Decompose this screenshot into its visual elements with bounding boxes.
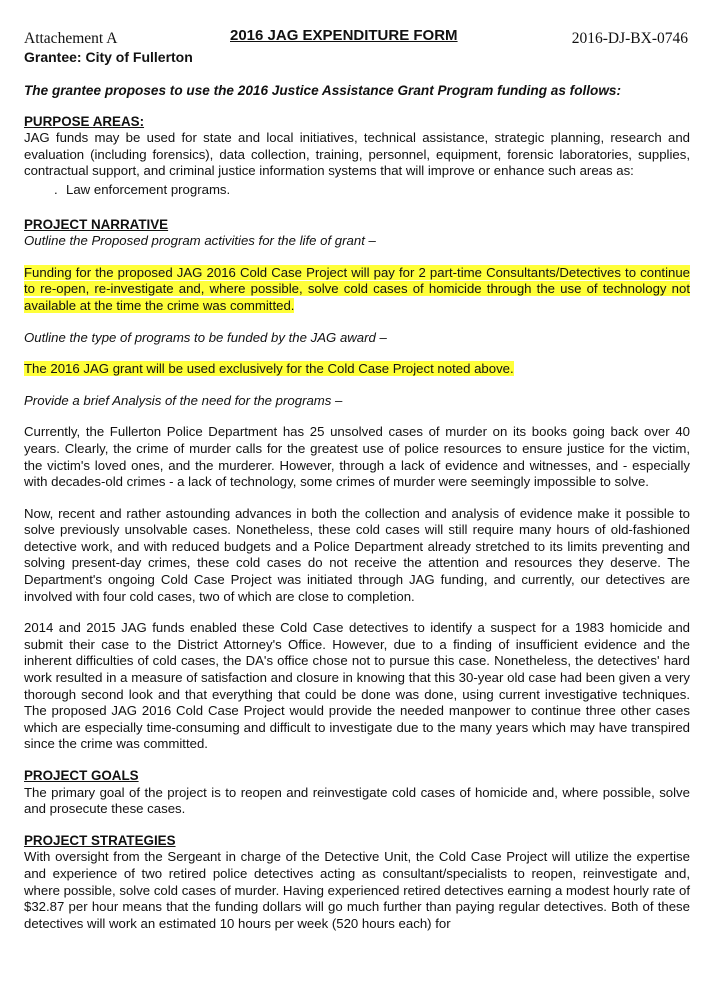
analysis-paragraph-2: Now, recent and rather astounding advances in both the collection and analysis of evidence make it possible to solve previously unsolvable cases. Nonetheless, these cold cases will still require many hours of old-fashioned detective work, and with reduced budgets and a Police Department already stretched to its limits preventing and solving present-day crimes, these cold cases do not receive the attention and resources they deserve. The Department's ongoing Cold Case Project was initiated through JAG funding, and currently, our detectives are involved with four cold cases, two of which are close to completion. bbox=[24, 505, 690, 604]
bullet-mark: . bbox=[54, 181, 58, 197]
highlight-answer-activities: Funding for the proposed JAG 2016 Cold Case Project will pay for 2 part-time Consultants/Detectives to continue to re-open, re-investigate and, where possible, solve cold cases of homicide through the use of technology not available at the time the crime was committed. bbox=[24, 264, 690, 313]
project-goals-heading: PROJECT GOALS bbox=[24, 768, 139, 783]
project-goals-text: The primary goal of the project is to reopen and reinvestigate cold cases of homicide and, where possible, solve and prosecute these cases. bbox=[24, 784, 690, 817]
analysis-paragraph-3: 2014 and 2015 JAG funds enabled these Cold Case detectives to identify a suspect for a 1983 homicide and submit their case to the District Attorney's Office. However, due to a finding of insufficient evidence and the inherent difficulties of cold cases, the DA's office chose not to pursue this case. Nonetheless, the detectives' hard work resulted in a measure of satisfaction and closure in knowing that this 30-year old case had been given a very thorough second look and that everything that could be done was done, using current investigative techniques. The proposed JAG 2016 Cold Case Project would provide the needed manpower to continue three other cases which are especially time-consuming and difficult to investigate due to the many years which may have transpired since the crime was committed. bbox=[24, 620, 690, 752]
bullet-text: Law enforcement programs. bbox=[66, 181, 231, 197]
purpose-areas-heading: PURPOSE AREAS: bbox=[24, 113, 145, 129]
narrative-prompt-activities: Outline the Proposed program activities for the life of grant – bbox=[24, 233, 376, 249]
analysis-paragraph-1: Currently, the Fullerton Police Department has 25 unsolved cases of murder on its books going back over 40 years. Clearly, the crime of murder calls for the greatest use of police resources to ensure justice for the victim, the victim's loved ones, and the murderer. However, through a lack of evidence and witnesses, and - especially with decades-old crimes - a lack of technology, some crimes of murder were seemingly impossible to solve. bbox=[24, 424, 690, 490]
highlight-answer-programs: The 2016 JAG grant will be used exclusively for the Cold Case Project noted above. bbox=[24, 361, 514, 377]
project-strategies-heading: PROJECT STRATEGIES bbox=[24, 832, 176, 848]
narrative-answer-activities bbox=[24, 265, 690, 315]
project-narrative-heading: PROJECT NARRATIVE bbox=[24, 216, 169, 232]
purpose-bullet bbox=[54, 182, 690, 199]
narrative-answer-programs bbox=[24, 361, 690, 378]
narrative-prompt-analysis: Provide a brief Analysis of the need for the programs – bbox=[24, 392, 343, 408]
intro-statement: The grantee proposes to use the 2016 Justice Assistance Grant Program funding as follows: bbox=[24, 83, 622, 98]
purpose-areas-text: JAG funds may be used for state and local initiatives, technical assistance, strategic planning, research and evaluation (including forensics), data collection, training, personnel, equipment, forensic laboratories, supplies, contractual support, and criminal justice information systems that will improve or enhance such areas as: bbox=[24, 130, 690, 179]
grant-number: 2016-DJ-BX-0746 bbox=[571, 30, 688, 47]
attachment-label: Attachement A bbox=[24, 30, 118, 47]
document-body bbox=[24, 83, 690, 932]
form-title: 2016 JAG EXPENDITURE FORM bbox=[230, 27, 458, 44]
narrative-prompt-programs: Outline the type of programs to be funded by the JAG award – bbox=[24, 329, 387, 345]
project-strategies-text: With oversight from the Sergeant in charge of the Detective Unit, the Cold Case Project will utilize the expertise and experience of two retired police detectives acting as consultant/specialists to reopen, reinvestigate and, where possible, solve cold cases of murder. Having experienced retired detectives earning a modest hourly rate of $32.87 per hour means that the funding dollars will go much further than paying regular detectives. Both of these detectives will work an estimated 10 hours per week (520 hours each) for bbox=[24, 849, 690, 931]
grantee-line: Grantee: City of Fullerton bbox=[24, 49, 193, 65]
